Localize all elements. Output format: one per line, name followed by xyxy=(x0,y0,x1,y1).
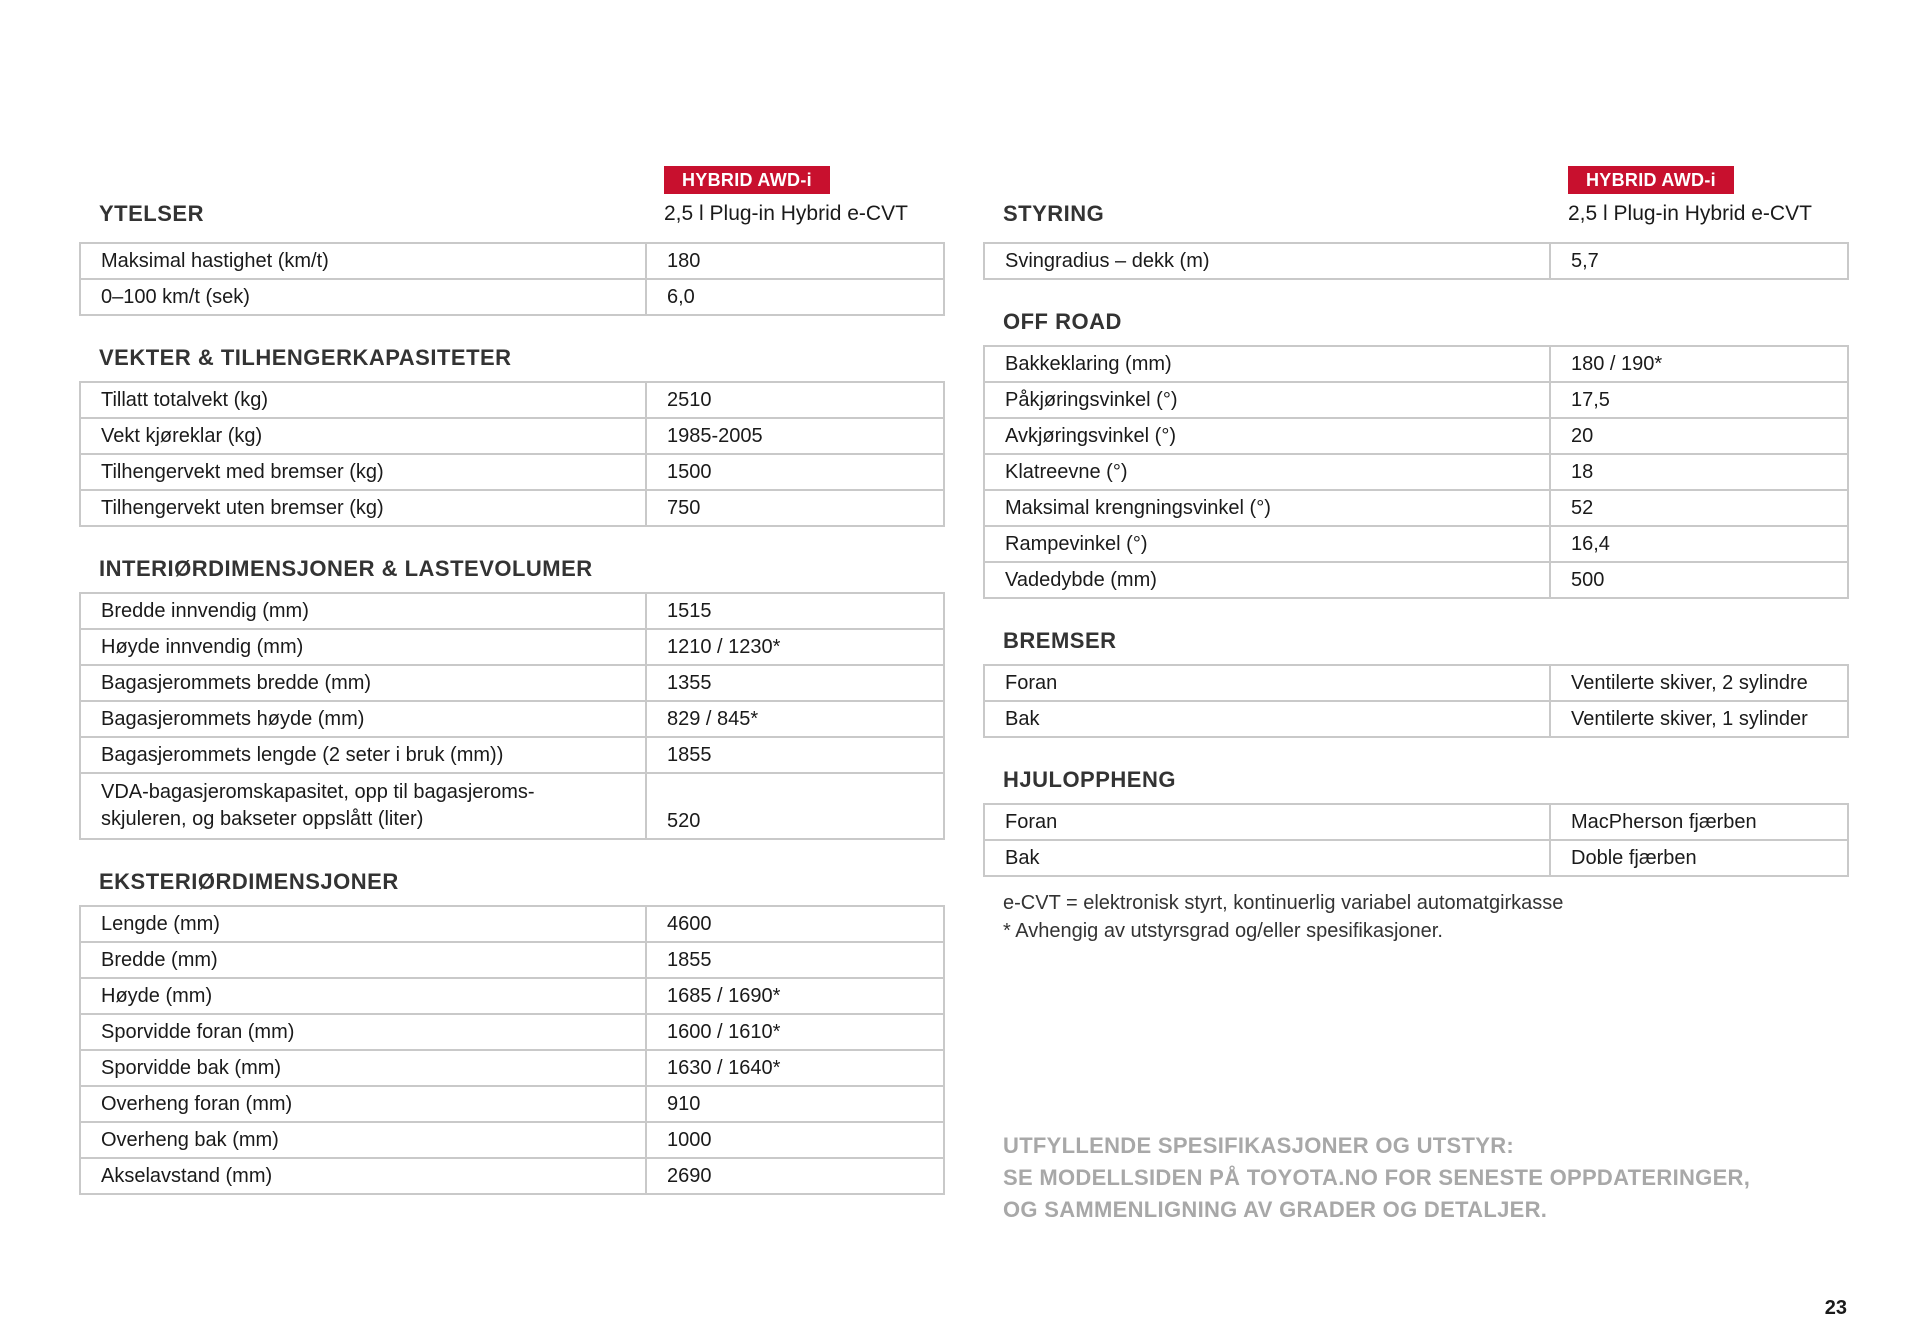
spec-label: Påkjøringsvinkel (°) xyxy=(984,382,1550,418)
table-row xyxy=(80,1014,944,1050)
section-title-exterior: EKSTERIØRDIMENSJONER xyxy=(99,869,399,894)
table-row xyxy=(80,1086,944,1122)
spec-table-bremser xyxy=(983,664,1849,738)
table-row xyxy=(984,243,1848,279)
more-info-text xyxy=(1003,1130,1750,1226)
table-row xyxy=(984,562,1848,598)
spec-value: 6,0 xyxy=(646,279,944,315)
spec-label: Bak xyxy=(984,701,1550,737)
left-column xyxy=(79,166,945,1195)
table-row xyxy=(984,346,1848,382)
more-info-line: OG SAMMENLIGNING AV GRADER OG DETALJER. xyxy=(1003,1197,1548,1222)
spec-label: Maksimal hastighet (km/t) xyxy=(80,243,646,279)
spec-value: 1515 xyxy=(646,593,944,629)
spec-label: Foran xyxy=(984,804,1550,840)
spec-label: Avkjøringsvinkel (°) xyxy=(984,418,1550,454)
section-title-bremser: BREMSER xyxy=(1003,628,1117,653)
spec-label: Svingradius – dekk (m) xyxy=(984,243,1550,279)
table-row xyxy=(984,418,1848,454)
spec-label xyxy=(80,773,646,839)
section-interior xyxy=(79,527,945,840)
section-styring xyxy=(983,242,1849,280)
spec-label: Tilhengervekt med bremser (kg) xyxy=(80,454,646,490)
spec-label: 0–100 km/t (sek) xyxy=(80,279,646,315)
spec-label-line: skjuleren, og bakseter oppslått (liter) xyxy=(101,808,424,830)
spec-value: 750 xyxy=(646,490,944,526)
table-row xyxy=(80,1050,944,1086)
spec-value: 910 xyxy=(646,1086,944,1122)
spec-label: Bredde (mm) xyxy=(80,942,646,978)
table-row xyxy=(80,701,944,737)
spec-value: 2510 xyxy=(646,382,944,418)
spec-value: 1630 / 1640* xyxy=(646,1050,944,1086)
section-bremser xyxy=(983,599,1849,738)
spec-label: Tillatt totalvekt (kg) xyxy=(80,382,646,418)
spec-label: Vadedybde (mm) xyxy=(984,562,1550,598)
section-title-hjuloppheng: HJULOPPHENG xyxy=(1003,767,1176,792)
spec-label: Klatreevne (°) xyxy=(984,454,1550,490)
spec-value: 180 / 190* xyxy=(1550,346,1848,382)
spec-value: 1500 xyxy=(646,454,944,490)
spec-value: 20 xyxy=(1550,418,1848,454)
spec-value: 2690 xyxy=(646,1158,944,1194)
spec-value: 1210 / 1230* xyxy=(646,629,944,665)
spec-label: Bredde innvendig (mm) xyxy=(80,593,646,629)
section-title-styring: STYRING xyxy=(1003,201,1105,226)
table-row xyxy=(80,906,944,942)
table-row xyxy=(984,490,1848,526)
table-row xyxy=(984,701,1848,737)
spec-label: Høyde innvendig (mm) xyxy=(80,629,646,665)
table-row xyxy=(80,382,944,418)
section-hjuloppheng xyxy=(983,738,1849,877)
table-row xyxy=(80,773,944,839)
spec-value: 16,4 xyxy=(1550,526,1848,562)
table-row xyxy=(80,593,944,629)
spec-value: 829 / 845* xyxy=(646,701,944,737)
spec-label: Sporvidde bak (mm) xyxy=(80,1050,646,1086)
spec-value: 5,7 xyxy=(1550,243,1848,279)
page-number: 23 xyxy=(1824,1297,1847,1319)
table-row xyxy=(80,737,944,773)
spec-label: Overheng bak (mm) xyxy=(80,1122,646,1158)
table-row xyxy=(80,1158,944,1194)
spec-table-exterior xyxy=(79,905,945,1195)
table-row xyxy=(80,279,944,315)
spec-value: Doble fjærben xyxy=(1550,840,1848,876)
spec-label: Overheng foran (mm) xyxy=(80,1086,646,1122)
engine-label: 2,5 l Plug-in Hybrid e-CVT xyxy=(1568,202,1812,225)
section-title-vekter: VEKTER & TILHENGERKAPASITETER xyxy=(99,345,512,370)
table-row xyxy=(80,454,944,490)
table-row xyxy=(80,490,944,526)
spec-value: Ventilerte skiver, 1 sylinder xyxy=(1550,701,1848,737)
table-row xyxy=(80,418,944,454)
spec-value: 500 xyxy=(1550,562,1848,598)
table-row xyxy=(80,629,944,665)
spec-label-line: VDA-bagasjeromskapasitet, opp til bagasjeroms- xyxy=(101,781,535,803)
spec-table-hjuloppheng xyxy=(983,803,1849,877)
spec-value: 4600 xyxy=(646,906,944,942)
section-title-ytelser: YTELSER xyxy=(99,201,204,226)
variant-badge: HYBRID AWD-i xyxy=(664,166,830,194)
spec-label: Foran xyxy=(984,665,1550,701)
spec-label: Akselavstand (mm) xyxy=(80,1158,646,1194)
table-row xyxy=(984,804,1848,840)
right-column-header xyxy=(983,166,1849,242)
footnote: * Avhengig av utstyrsgrad og/eller spesifikasjoner. xyxy=(1003,920,1443,942)
section-vekter xyxy=(79,316,945,527)
table-row xyxy=(984,526,1848,562)
table-row xyxy=(984,382,1848,418)
spec-value: MacPherson fjærben xyxy=(1550,804,1848,840)
spec-value: 1855 xyxy=(646,737,944,773)
spec-value: 1685 / 1690* xyxy=(646,978,944,1014)
spec-value: 1600 / 1610* xyxy=(646,1014,944,1050)
more-info-line: SE MODELLSIDEN PÅ TOYOTA.NO FOR SENESTE OPPDATERINGER, xyxy=(1003,1165,1751,1190)
table-row xyxy=(984,840,1848,876)
variant-badge: HYBRID AWD-i xyxy=(1568,166,1734,194)
spec-value: 1355 xyxy=(646,665,944,701)
spec-label: Bagasjerommets lengde (2 seter i bruk (mm)) xyxy=(80,737,646,773)
table-row xyxy=(984,665,1848,701)
spec-label: Maksimal krengningsvinkel (°) xyxy=(984,490,1550,526)
footnote: e-CVT = elektronisk styrt, kontinuerlig variabel automatgirkasse xyxy=(1003,892,1564,914)
table-row xyxy=(80,942,944,978)
spec-table-styring xyxy=(983,242,1849,280)
table-row xyxy=(80,665,944,701)
spec-value: Ventilerte skiver, 2 sylindre xyxy=(1550,665,1848,701)
spec-label: Sporvidde foran (mm) xyxy=(80,1014,646,1050)
table-row xyxy=(984,454,1848,490)
spec-label: Lengde (mm) xyxy=(80,906,646,942)
spec-value: 180 xyxy=(646,243,944,279)
spec-table-off-road xyxy=(983,345,1849,599)
spec-label: Høyde (mm) xyxy=(80,978,646,1014)
spec-value: 1000 xyxy=(646,1122,944,1158)
section-off-road xyxy=(983,280,1849,599)
table-row xyxy=(80,978,944,1014)
footnotes xyxy=(983,889,1849,945)
left-column-header xyxy=(79,166,945,242)
spec-table-interior xyxy=(79,592,945,840)
right-column xyxy=(983,166,1849,945)
spec-value: 1985-2005 xyxy=(646,418,944,454)
section-title-interior: INTERIØRDIMENSJONER & LASTEVOLUMER xyxy=(99,556,593,581)
engine-label: 2,5 l Plug-in Hybrid e-CVT xyxy=(664,202,908,225)
spec-label: Bak xyxy=(984,840,1550,876)
table-row xyxy=(80,1122,944,1158)
spec-table-vekter xyxy=(79,381,945,527)
spec-label: Bagasjerommets bredde (mm) xyxy=(80,665,646,701)
spec-label: Vekt kjøreklar (kg) xyxy=(80,418,646,454)
spec-value: 18 xyxy=(1550,454,1848,490)
spec-label: Rampevinkel (°) xyxy=(984,526,1550,562)
section-ytelser xyxy=(79,242,945,316)
spec-label: Bagasjerommets høyde (mm) xyxy=(80,701,646,737)
spec-value: 52 xyxy=(1550,490,1848,526)
table-row xyxy=(80,243,944,279)
spec-label: Tilhengervekt uten bremser (kg) xyxy=(80,490,646,526)
spec-label: Bakkeklaring (mm) xyxy=(984,346,1550,382)
spec-value: 520 xyxy=(646,773,944,839)
section-title-off-road: OFF ROAD xyxy=(1003,309,1122,334)
section-exterior xyxy=(79,840,945,1195)
spec-value: 1855 xyxy=(646,942,944,978)
more-info-line: UTFYLLENDE SPESIFIKASJONER OG UTSTYR: xyxy=(1003,1133,1515,1158)
spec-table-ytelser xyxy=(79,242,945,316)
spec-value: 17,5 xyxy=(1550,382,1848,418)
